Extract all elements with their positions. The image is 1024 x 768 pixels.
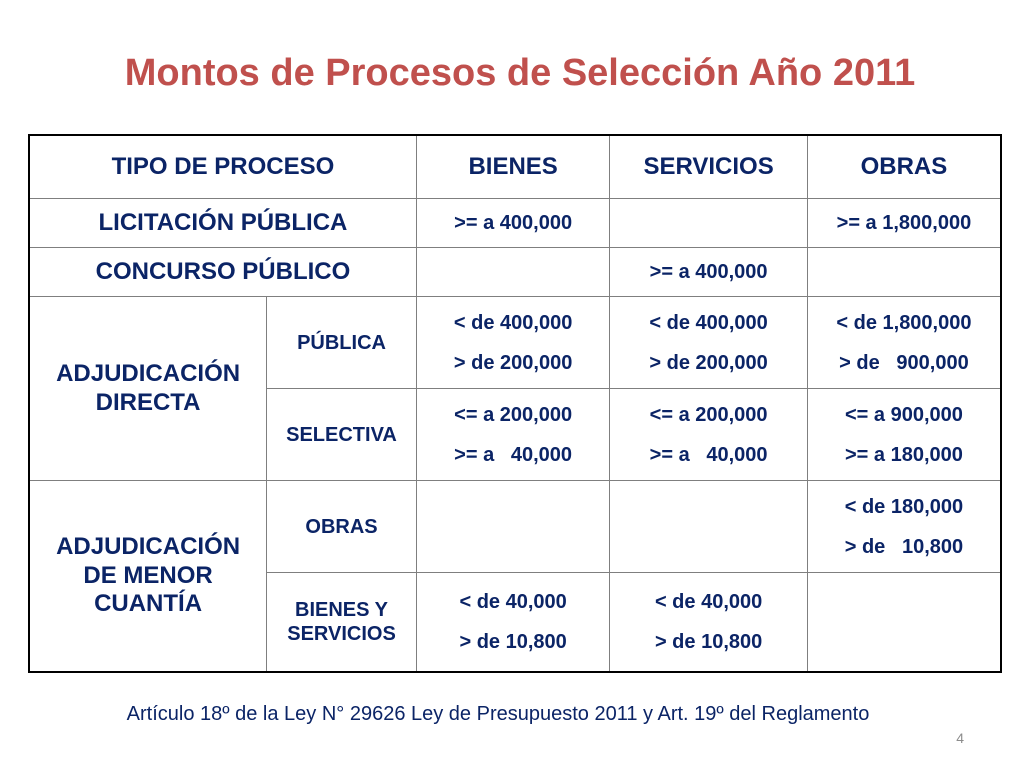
cell-ads-obras-max: <= a 900,000 <box>844 403 963 426</box>
label-adjudicacion-directa <box>29 297 267 481</box>
cell-lp-obras: >= a 1,800,000 <box>807 199 1001 248</box>
label-ad-line1: ADJUDICACIÓN <box>56 359 241 387</box>
label-bys-line2: SERVICIOS <box>287 623 396 645</box>
cell-abs-bienes-max: < de 40,000 <box>459 591 567 613</box>
slide-title: Montos de Procesos de Selección Año 2011 <box>124 52 916 94</box>
cell-abs-servicios-min: > de 10,800 <box>654 631 763 653</box>
cell-adp-obras <box>807 297 1001 389</box>
label-ad-line2: DIRECTA <box>95 388 201 416</box>
cell-abs-servicios-max: < de 40,000 <box>654 591 763 613</box>
footer-legal-note: Artículo 18º de la Ley N° 29626 Ley de Presupuesto 2011 y Art. 19º del Reglamento <box>126 703 870 725</box>
cell-amo-obras-max: < de 180,000 <box>844 495 964 518</box>
cell-adp-bienes <box>416 297 609 389</box>
label-concurso-publico: CONCURSO PÚBLICO <box>29 248 416 297</box>
label-licitacion-publica: LICITACIÓN PÚBLICA <box>29 199 416 248</box>
cell-abs-bienes <box>416 573 609 673</box>
row-adjudicacion-directa-publica <box>29 297 1001 389</box>
cell-ads-servicios-min: >= a 40,000 <box>649 443 768 466</box>
header-bienes: BIENES <box>416 135 609 199</box>
label-publica: PÚBLICA <box>267 297 417 389</box>
montos-table <box>28 134 1002 673</box>
row-licitacion-publica <box>29 199 1001 248</box>
cell-adp-servicios <box>610 297 808 389</box>
cell-lp-bienes: >= a 400,000 <box>416 199 609 248</box>
cell-lp-servicios <box>610 199 808 248</box>
cell-ads-servicios <box>610 389 808 481</box>
cell-abs-bienes-min: > de 10,800 <box>459 631 567 653</box>
header-tipo-de-proceso: TIPO DE PROCESO <box>29 135 416 199</box>
cell-adp-servicios-min: > de 200,000 <box>649 351 768 374</box>
cell-ads-servicios-max: <= a 200,000 <box>649 403 768 426</box>
label-obras: OBRAS <box>267 481 417 573</box>
cell-adp-bienes-max: < de 400,000 <box>453 311 573 334</box>
cell-adp-obras-max: < de 1,800,000 <box>836 311 972 334</box>
cell-cp-servicios: >= a 400,000 <box>610 248 808 297</box>
cell-adp-servicios-max: < de 400,000 <box>649 311 768 334</box>
cell-ads-obras <box>807 389 1001 481</box>
cell-ads-obras-min: >= a 180,000 <box>844 443 963 466</box>
cell-abs-servicios <box>610 573 808 673</box>
cell-amo-obras <box>807 481 1001 573</box>
row-menor-cuantia-obras <box>29 481 1001 573</box>
cell-amo-bienes <box>416 481 609 573</box>
label-bys-line1: BIENES Y <box>295 599 389 621</box>
label-amc-line1: ADJUDICACIÓN <box>56 532 241 560</box>
cell-adp-bienes-min: > de 200,000 <box>453 351 573 374</box>
row-concurso-publico <box>29 248 1001 297</box>
label-adjudicacion-menor-cuantia <box>29 481 267 673</box>
cell-ads-bienes <box>416 389 609 481</box>
cell-cp-bienes <box>416 248 609 297</box>
header-obras: OBRAS <box>807 135 1001 199</box>
label-amc-line3: CUANTÍA <box>94 590 203 618</box>
cell-adp-obras-min: > de 900,000 <box>839 351 969 374</box>
cell-cp-obras <box>807 248 1001 297</box>
cell-abs-obras <box>807 573 1001 673</box>
cell-ads-bienes-max: <= a 200,000 <box>454 403 573 426</box>
cell-amo-obras-min: > de 10,800 <box>844 535 964 558</box>
cell-ads-bienes-min: >= a 40,000 <box>454 443 573 466</box>
header-row <box>29 135 1001 199</box>
page-number: 4 <box>956 730 964 746</box>
header-servicios: SERVICIOS <box>610 135 808 199</box>
label-bienes-y-servicios <box>267 573 417 673</box>
label-selectiva: SELECTIVA <box>267 389 417 481</box>
cell-amo-servicios <box>610 481 808 573</box>
label-amc-line2: DE MENOR <box>83 561 213 589</box>
